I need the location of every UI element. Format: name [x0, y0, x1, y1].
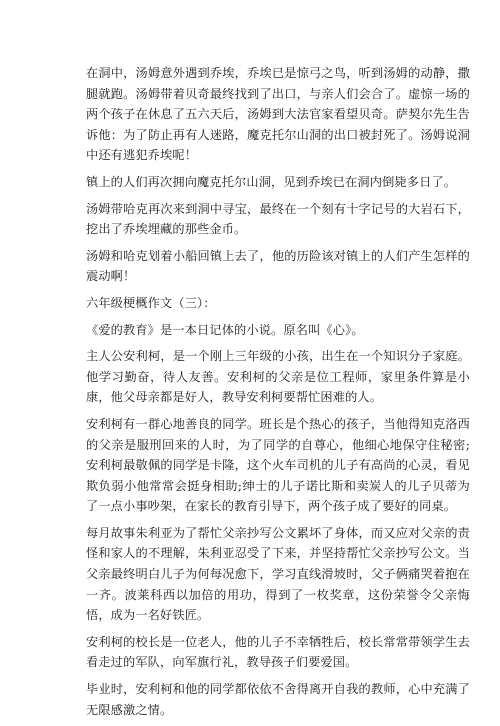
- paragraph-11: 毕业时，安利柯和他的同学都依依不舍得离开自我的教师，心中充满了无限感激之情。: [86, 682, 470, 717]
- paragraph-2: 镇上的人们再次拥向魔克托尔山洞，见到乔埃已在洞内倒毙多日了。: [86, 174, 457, 189]
- paragraph-1: 在洞中，汤姆意外遇到乔埃，乔埃已是惊弓之鸟，听到汤姆的动静，撒腿就跑。汤姆带着贝奇最终找到了出口，与亲人们会合了。虚惊一场的两个孩子在休息了五六天后，汤姆到大法官家看望贝奇。萨契尔先生告诉他：为了防止再有人迷路，魔克托尔山洞的出口被封死了。汤姆说洞中还有逃犯乔埃呢！: [86, 66, 470, 163]
- document-body: [86, 63, 470, 726]
- paragraph-3: 汤姆带哈克再次来到洞中寻宝，最终在一个刻有十字记号的大岩石下，挖出了乔埃埋藏的那些金币。: [86, 201, 470, 237]
- paragraph-8: 安利柯有一群心地善良的同学。班长是个热心的孩子，当他得知克洛西的父亲是服刑回来的人时，为了同学的自尊心，他细心地保守住秘密;安利柯最敬佩的同学是卡隆，这个火车司机的儿子有高尚的心灵，看见欺负弱小他常常会挺身相助;绅士的儿子诺比斯和卖炭人的儿子贝蒂为了一点小事吵架，在家长的教育引导下，两个孩子成了要好的同桌。: [86, 416, 470, 514]
- section-heading: 六年级梗概作文（三）：: [86, 295, 216, 310]
- paragraph-4: 汤姆和哈克划着小船回镇上去了，他的历险该对镇上的人们产生怎样的震动啊！: [86, 248, 470, 284]
- paragraph-9: 每月故事朱利亚为了帮忙父亲抄写公文累坏了身体，而又应对父亲的责怪和家人的不理解，朱利亚忍受了下来，并坚持帮忙父亲抄写公文。当父亲最终明白儿子为何每况愈下，学习直线滑坡时，父子俩痛哭着抱在一齐。波莱科西以加倍的用功，得到了一枚奖章，这份荣誉令父亲悔悟，成为一名好铁匠。: [86, 525, 470, 623]
- paragraph-6: 《爱的教育》是一本日记体的小说。原名叫《心》。: [86, 322, 364, 337]
- paragraph-10: 安利柯的校长是一位老人，他的儿子不幸牺牲后，校长常常带领学生去看走过的军队，向军旗行礼，教导孩子们要爱国。: [86, 634, 470, 670]
- paragraph-7: 主人公安利柯，是一个刚上三年级的小孩，出生在一个知识分子家庭。他学习勤奋，待人友善。安利柯的父亲是位工程师，家里条件算是小康，他父母亲都是好人，教导安利柯要帮忙困难的人。: [86, 349, 470, 405]
